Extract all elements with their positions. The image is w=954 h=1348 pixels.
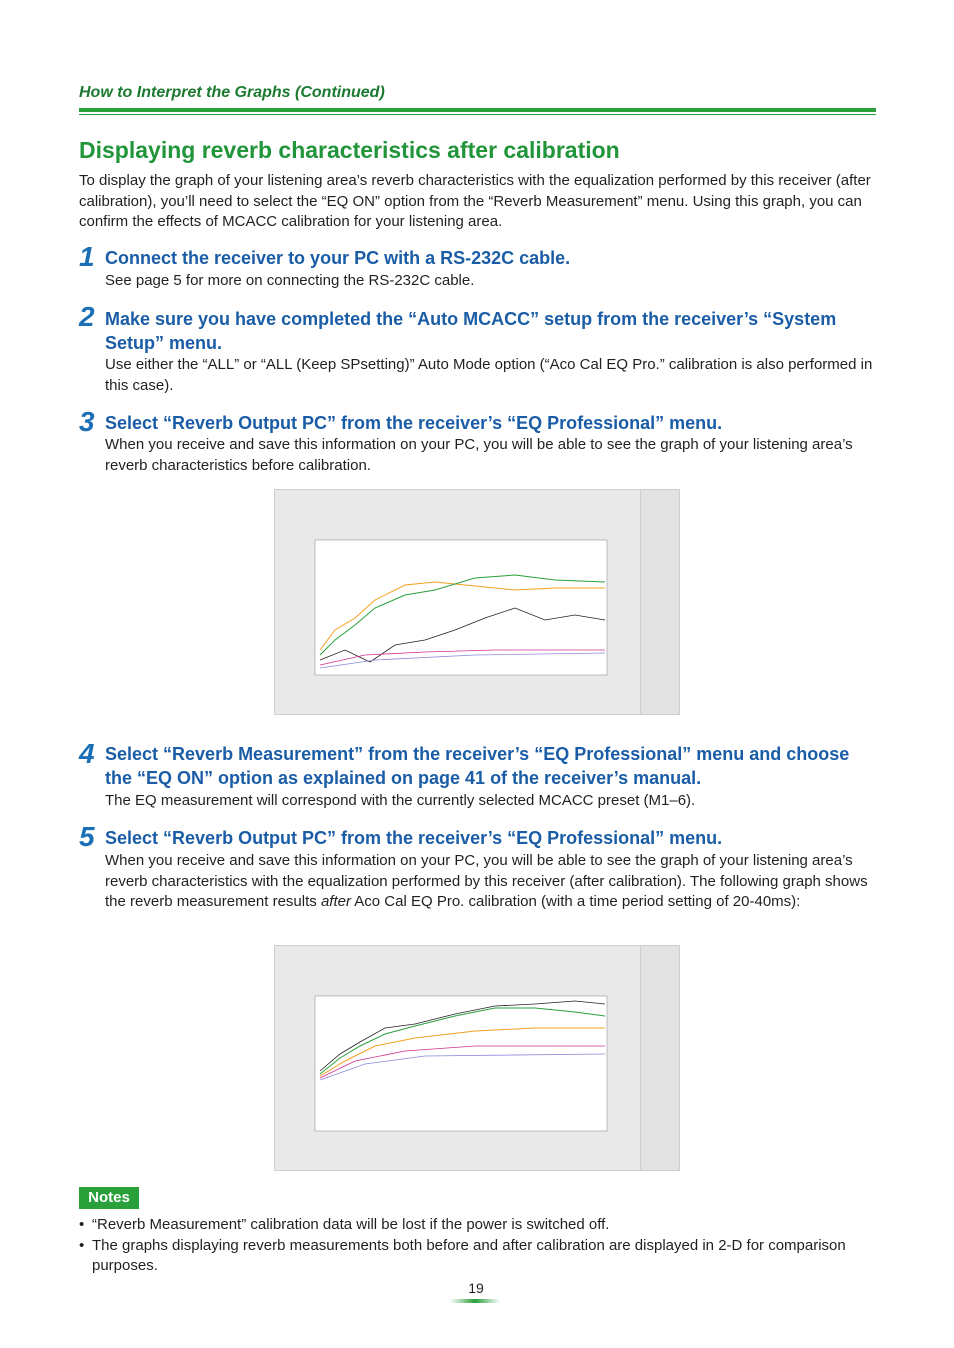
header-rule-thin	[79, 114, 876, 115]
step-title: Select “Reverb Output PC” from the receiver’s “EQ Professional” menu.	[105, 413, 723, 433]
step-body: When you receive and save this information on your PC, you will be able to see the graph of your listening area’s reverb characteristics before calibration.	[105, 436, 853, 474]
step-title: Connect the receiver to your PC with a RS-232C cable.	[105, 248, 571, 268]
graph-control-panel	[640, 946, 679, 1170]
step-number: 4	[79, 738, 95, 769]
step-number: 3	[79, 406, 95, 437]
page-title: Displaying reverb characteristics after calibration	[79, 137, 620, 163]
step-number: 1	[79, 241, 95, 272]
step-body	[105, 851, 880, 913]
header-rule	[79, 108, 876, 112]
notes-list	[79, 1215, 879, 1277]
step-body: Use either the “ALL” or “ALL (Keep SPsetting)” Auto Mode option (“Aco Cal EQ Pro.” calibration is also performed in this case).	[105, 356, 873, 394]
reverb-graph-after-screenshot	[274, 945, 680, 1171]
notes-badge: Notes	[79, 1187, 139, 1209]
page-number-bar	[450, 1299, 500, 1303]
step-body-text: Aco Cal EQ Pro. calibration (with a time period setting of 20-40ms):	[350, 893, 801, 910]
step-number: 2	[79, 301, 95, 332]
reverb-graph-after	[275, 946, 641, 1170]
step-body-emphasis: after	[320, 893, 351, 910]
step-body: See page 5 for more on connecting the RS-232C cable.	[105, 272, 475, 289]
step-title: Make sure you have completed the “Auto MCACC” setup from the receiver’s “System Setup” menu.	[105, 309, 837, 353]
list-item: • The graphs displaying reverb measurements both before and after calibration are displayed in 2-D for comparison purposes.	[79, 1236, 879, 1277]
list-item: • “Reverb Measurement” calibration data will be lost if the power is switched off.	[79, 1215, 879, 1236]
step-title: Select “Reverb Measurement” from the receiver’s “EQ Professional” menu and choose the “EQ ON” option as explained on page 41 of the receiver’s manual.	[105, 744, 850, 788]
section-heading: How to Interpret the Graphs (Continued)	[79, 84, 385, 101]
graph-control-panel	[640, 490, 679, 714]
reverb-graph-before	[275, 490, 641, 714]
reverb-graph-before-screenshot	[274, 489, 680, 715]
step-body: The EQ measurement will correspond with the currently selected MCACC preset (M1–6).	[105, 792, 696, 809]
step-number: 5	[79, 821, 95, 852]
step-body-text: When you receive and save this information on your PC, you will be able to see the graph of your listening area’s reverb characteristics with the equalization performed by this receiver (after calibration). The following graph shows the reverb measurement results	[105, 852, 868, 910]
step-title: Select “Reverb Output PC” from the receiver’s “EQ Professional” menu.	[105, 828, 723, 848]
intro-paragraph: To display the graph of your listening area’s reverb characteristics with the equalization performed by this receiver (after calibration), you’ll need to select the “EQ ON” option from the “Reverb Measurement” menu. Using this graph, you can confirm the effects of MCACC calibration for your listening area.	[79, 172, 871, 230]
page-number: 19	[468, 1280, 484, 1296]
